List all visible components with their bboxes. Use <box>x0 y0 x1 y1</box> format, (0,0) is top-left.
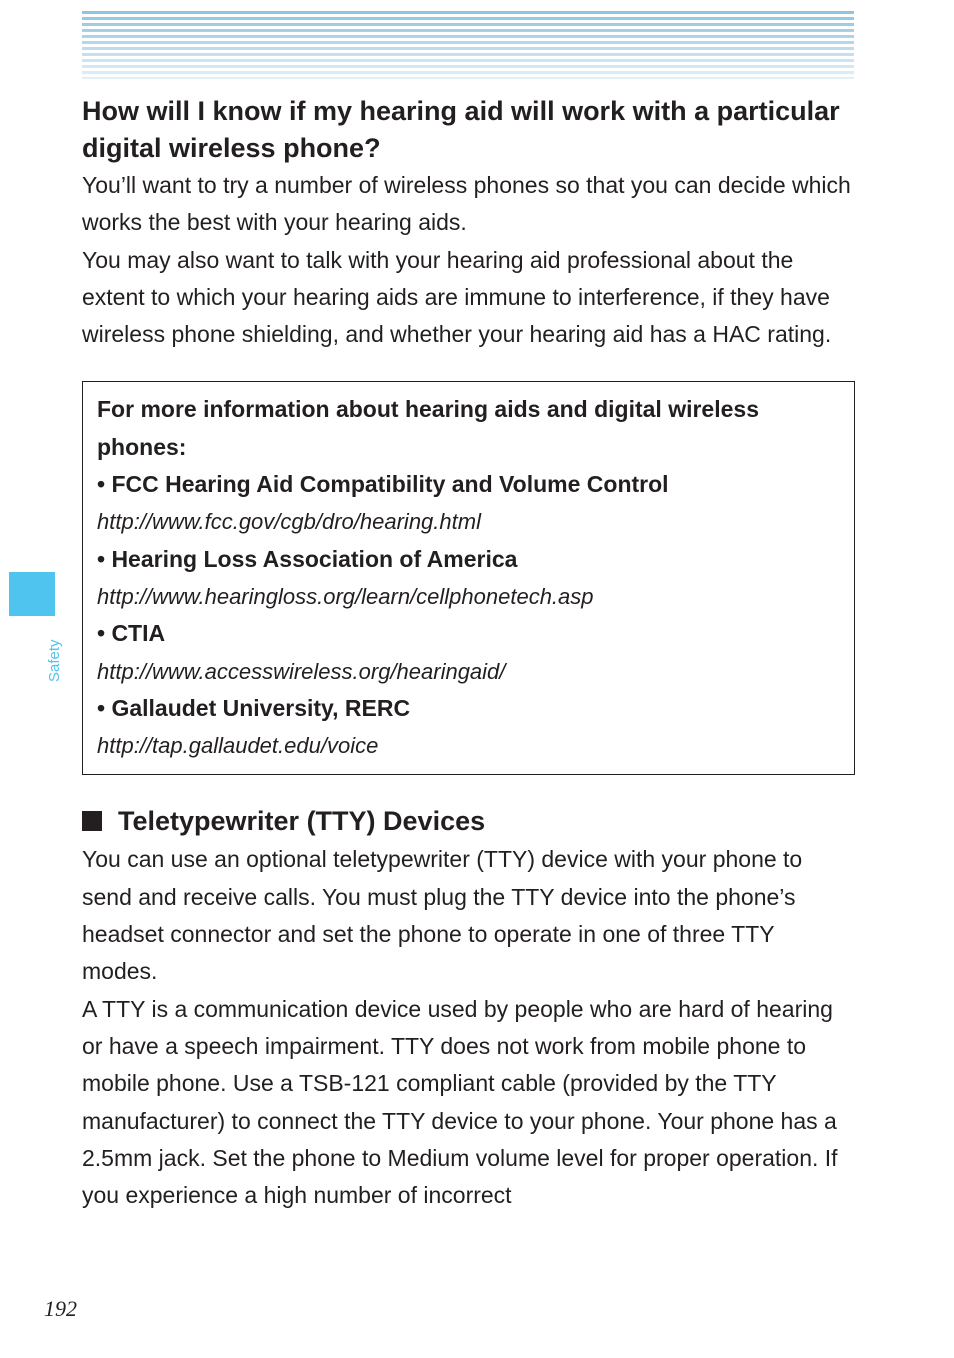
page-number: 192 <box>44 1296 77 1321</box>
resource-name: • Gallaudet University, RERC <box>97 694 411 721</box>
section-tab-label: Safety <box>46 639 63 682</box>
resource-url[interactable]: http://www.fcc.gov/cgb/dro/hearing.html <box>97 509 481 535</box>
body-paragraph: A TTY is a communication device used by people who are hard of hearing or have a speech impairment. TTY does not work from mobile phone to mobile phone. Use a TSB-121 compliant cable (provided by the TTY manufacturer) to connect the TTY device to your phone. Your phone has a 2.5mm jack. Set the phone to Medium volume level for proper operation. If you experience a high number of incorrect <box>82 995 838 1209</box>
section-tab-marker <box>9 572 55 616</box>
resources-intro: For more information about hearing aids and digital wireless phones: <box>97 396 759 460</box>
resource-url[interactable]: http://www.hearingloss.org/learn/cellphonetech.asp <box>97 583 594 609</box>
page-content <box>82 93 854 1214</box>
resources-box <box>82 381 855 775</box>
square-bullet-icon <box>82 811 102 831</box>
resource-name: • CTIA <box>97 620 166 647</box>
resource-url[interactable]: http://tap.gallaudet.edu/voice <box>97 733 379 759</box>
tty-section-header <box>82 801 854 841</box>
header-stripe-band <box>82 11 854 79</box>
resource-name: • Hearing Loss Association of America <box>97 545 518 572</box>
question-heading: How will I know if my hearing aid will work with a particular digital wireless phone? <box>82 96 840 163</box>
body-paragraph: You can use an optional teletypewriter (TTY) device with your phone to send and receive calls. You must plug the TTY device into the phone’s headset connector and set the phone to operate in one of three TTY modes. <box>82 846 803 985</box>
tty-heading: Teletypewriter (TTY) Devices <box>118 805 486 836</box>
body-paragraph: You’ll want to try a number of wireless phones so that you can decide which works the best with your hearing aids. <box>82 172 851 236</box>
resource-name: • FCC Hearing Aid Compatibility and Volume Control <box>97 471 669 498</box>
resource-url[interactable]: http://www.accesswireless.org/hearingaid/ <box>97 658 506 684</box>
body-paragraph: You may also want to talk with your hearing aid professional about the extent to which your hearing aids are immune to interference, if they have wireless phone shielding, and whether your hearing aid has a HAC rating. <box>82 246 832 348</box>
